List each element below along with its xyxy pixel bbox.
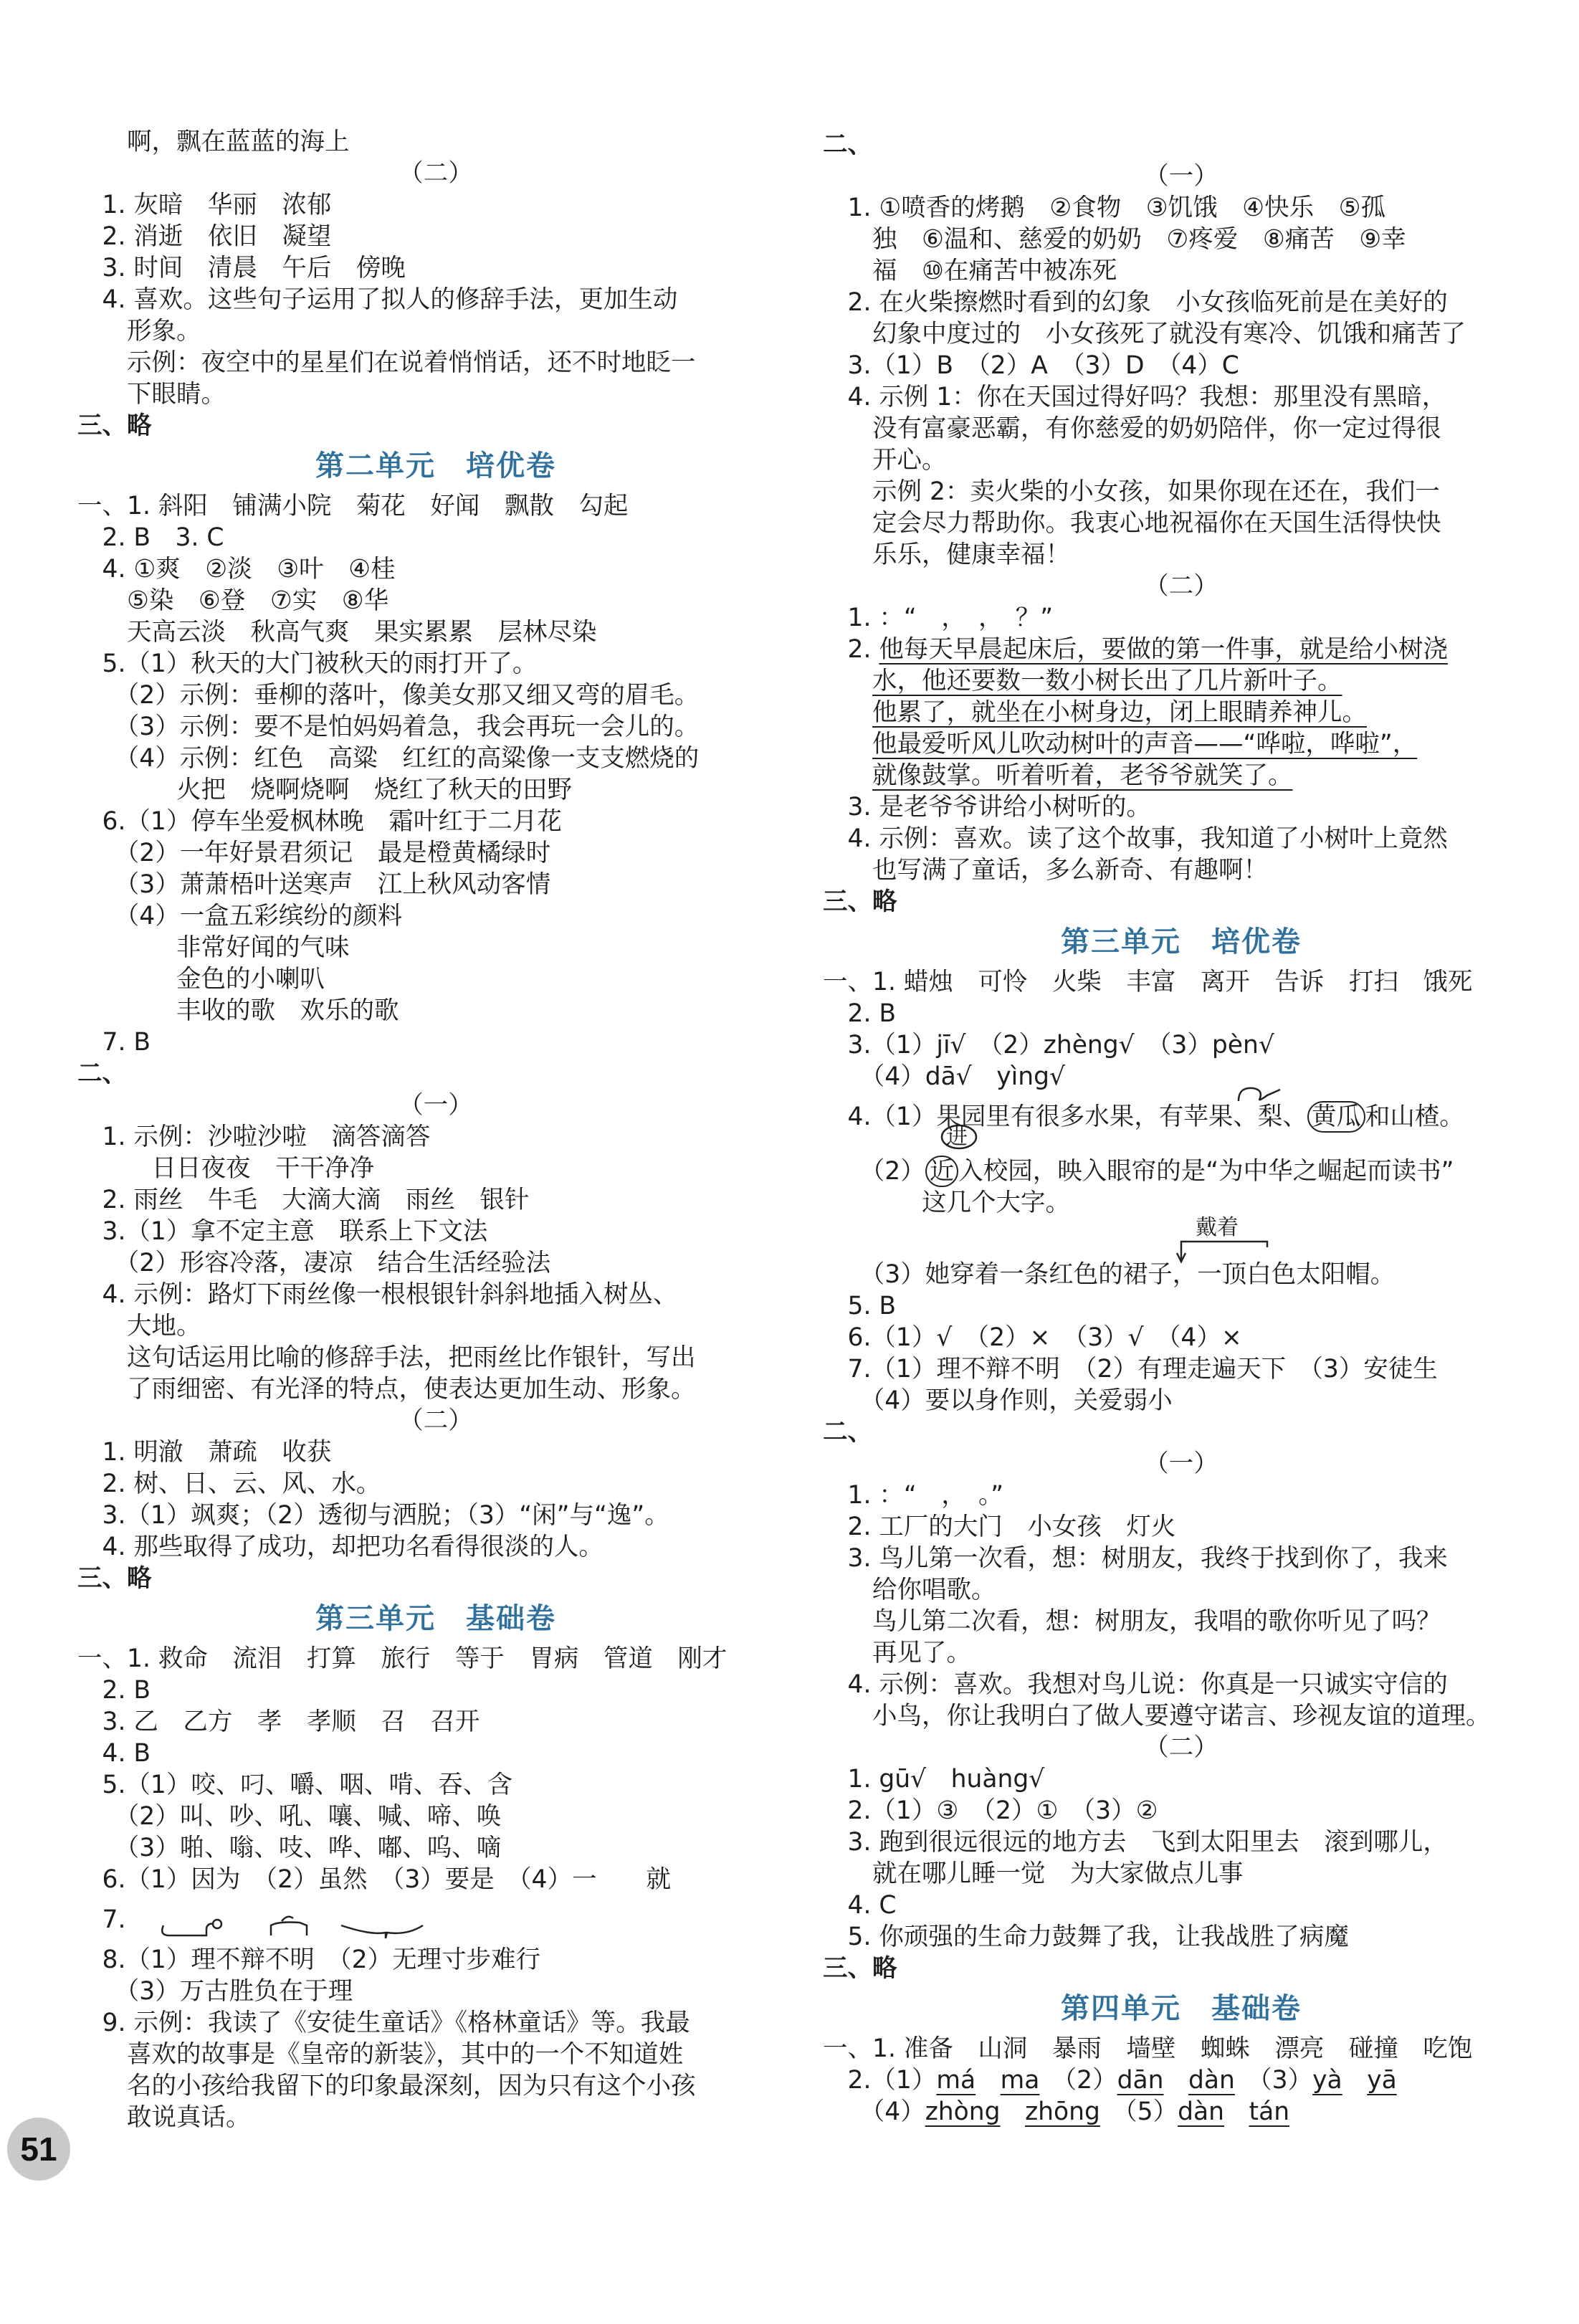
answer-line: 示例 2：卖火柴的小女孩，如果你现在还在，我们一	[823, 477, 1440, 506]
answer-line: 2.（1）③ （2）① （3）②	[823, 1796, 1158, 1825]
section-subtitle: （二）	[399, 1406, 473, 1435]
answer-line: 4. 那些取得了成功，却把功名看得很淡的人。	[77, 1533, 604, 1561]
answer-line: 3. 乙 乙方 孝 孝顺 召 召开	[77, 1708, 480, 1736]
answer-text	[1164, 2066, 1189, 2095]
answer-text: （3）	[1234, 2066, 1313, 2095]
answer-line: 1. ：“ ， ， ？”	[823, 604, 1054, 632]
answer-line: 示例：夜空中的星星们在说着悄悄话，还不时地眨一	[77, 348, 696, 377]
insert-mark: 进	[946, 1125, 968, 1150]
answer-line: 3.（1）飒爽；（2）透彻与洒脱；（3）“闲”与“逸”。	[77, 1501, 669, 1530]
unit-heading: 第四单元 基础卷	[1061, 1993, 1302, 2024]
answer-line: 日日夜夜 干干净净	[77, 1154, 374, 1183]
answer-line	[823, 760, 1293, 791]
answer-line: 2. 消逝 依旧 凝望	[77, 222, 332, 251]
answer-line: （3）万古胜负在于理	[77, 1977, 353, 2006]
answer-line: 二、	[823, 131, 872, 158]
answer-line: 3. 跑到很远很远的地方去 飞到太阳里去 滚到哪儿，	[823, 1828, 1448, 1857]
answer-text	[1224, 2097, 1249, 2126]
proofreading-marks	[156, 1904, 429, 1940]
answer-line: （4）示例：红色 高粱 红红的高粱像一支支燃烧的	[77, 744, 700, 773]
pinyin: má	[936, 2066, 976, 2095]
answer-line: 定会尽力帮助你。我衷心地祝福你在天国生活得快快	[823, 509, 1441, 538]
answer-line	[823, 2096, 1289, 2128]
answer-line: 5.（1）秋天的大门被秋天的雨打开了。	[77, 649, 538, 678]
answer-line: 三、略	[823, 1955, 897, 1982]
answer-text: （5）	[1099, 2097, 1178, 2126]
answer-line: 三、略	[77, 412, 152, 439]
answer-line: 4. 示例 1：你在天国过得好吗？我想：那里没有黑暗，	[823, 383, 1447, 411]
answer-line: 1. 灰暗 华丽 浓郁	[77, 191, 332, 219]
pinyin: zhōng	[1025, 2097, 1100, 2126]
answer-line: 2. 工厂的大门 小女孩 灯火	[823, 1513, 1176, 1541]
underlined-sentence: 水，他还要数一数小树长出了几片新叶子。	[872, 667, 1342, 695]
answer-line: 5. B	[823, 1292, 897, 1320]
unit-heading: 第二单元 培优卷	[315, 450, 556, 482]
swap-mark	[1231, 1080, 1289, 1104]
answer-line: 幻象中度过的 小女孩死了就没有寒冷、饥饿和痛苦了	[823, 320, 1466, 348]
answer-line: 下眼睛。	[77, 380, 226, 409]
indent	[823, 761, 872, 790]
pinyin: yà	[1312, 2066, 1342, 2095]
answer-line: 一、1. 斜阳 铺满小院 菊花 好闻 飘散 勾起	[77, 492, 629, 520]
underlined-sentence: 他每天早晨起床后，要做的第一件事，就是给小树浇	[879, 635, 1448, 664]
answer-line: 再见了。	[823, 1639, 971, 1667]
answer-line: （4）要以身作则，关爱弱小	[823, 1386, 1173, 1415]
answer-line: （3）她穿着一条红色的裙子，一顶白色太阳帽。	[823, 1260, 1396, 1289]
answer-line	[823, 2065, 1397, 2096]
answer-line: 小鸟，你让我明白了做人要遵守诺言、珍视友谊的道理。	[823, 1702, 1491, 1730]
answer-line: 9. 示例：我读了《安徒生童话》《格林童话》等。我最	[77, 2009, 690, 2037]
item-number: 2.	[823, 635, 879, 664]
answer-line: 1. 示例：沙啦沙啦 滴答滴答	[77, 1123, 431, 1151]
answer-line	[823, 634, 1448, 665]
circled-word: 黄瓜	[1307, 1101, 1365, 1133]
answer-line: 金色的小喇叭	[77, 965, 325, 994]
pinyin: dān	[1117, 2066, 1164, 2095]
answer-line: 开心。	[823, 446, 947, 475]
answer-text: （4）	[823, 2097, 925, 2126]
answer-line: 4. 示例：路灯下雨丝像一根根银针斜斜地插入树丛、	[77, 1280, 678, 1309]
underlined-sentence: 他最爱听风儿吹动树叶的声音——“哗啦，哗啦”，	[872, 730, 1418, 758]
answer-line: 2. 在火柴擦燃时看到的幻象 小女孩临死前是在美好的	[823, 288, 1448, 317]
answer-line: ⑤染 ⑥登 ⑦实 ⑧华	[77, 586, 389, 615]
page-number-badge: 51	[7, 2118, 70, 2181]
answer-line: 3.（1）拿不定主意 联系上下文法	[77, 1217, 488, 1246]
answer-line: 4. 示例：喜欢。我想对鸟儿说：你真是一只诚实守信的	[823, 1670, 1448, 1699]
answer-line: 6.（1）因为 （2）虽然 （3）要是 （4）一 就	[77, 1865, 671, 1894]
answer-line: 就在哪儿睡一觉 为大家做点儿事	[823, 1859, 1244, 1888]
answer-line: 火把 烧啊烧啊 烧红了秋天的田野	[77, 776, 572, 804]
answer-line: 4. ①爽 ②淡 ③叶 ④桂	[77, 555, 396, 584]
answer-line: 2. B	[823, 999, 897, 1028]
answer-line: 乐乐，健康幸福！	[823, 540, 1070, 569]
answer-line: 福 ⑩在痛苦中被冻死	[823, 257, 1117, 285]
answer-line	[823, 728, 1417, 760]
answer-line: 3.（1）jī√ （2）zhèng√ （3）pèn√	[823, 1031, 1274, 1059]
answer-line: 三、略	[823, 888, 897, 915]
section-subtitle: （一）	[1144, 1449, 1218, 1478]
answer-line: 给你唱歌。	[823, 1576, 996, 1604]
answer-line: （4）一盒五彩缤纷的颜料	[77, 902, 403, 930]
answer-text: 4.（1）果园里有很多水果，有苹果、梨、	[823, 1103, 1307, 1131]
answer-text: 2.（1）	[823, 2066, 937, 2095]
answer-line: （2）叫、吵、吼、嚷、喊、啼、唤	[77, 1802, 502, 1831]
section-subtitle: （二）	[399, 159, 473, 188]
unit-heading: 第三单元 培优卷	[1061, 926, 1302, 958]
answer-line: 2. B 3. C	[77, 523, 224, 552]
answer-line: 敢说真话。	[77, 2103, 251, 2132]
answer-line: 3. 时间 清晨 午后 傍晚	[77, 254, 406, 282]
pinyin: zhòng	[925, 2097, 1001, 2126]
answer-line: （3）啪、嗡、吱、哗、嘟、呜、嘀	[77, 1834, 502, 1862]
answer-line: 3.（1）B （2）A （3）D （4）C	[823, 351, 1239, 380]
answer-line: 2. 雨丝 牛毛 大滴大滴 雨丝 银针	[77, 1186, 530, 1214]
answer-line: 8.（1）理不辩不明 （2）无理寸步难行	[77, 1946, 541, 1974]
answer-line: 喜欢的故事是《皇帝的新装》，其中的一个不知道姓	[77, 2040, 684, 2069]
circled-word: 近	[925, 1156, 959, 1187]
answer-line: （3）萧萧梧叶送寒声 江上秋风动客情	[77, 870, 551, 899]
answer-line: 三、略	[77, 1565, 152, 1592]
answer-line: 了雨细密、有光泽的特点，使表达更加生动、形象。	[77, 1375, 696, 1404]
answer-line: 2. B	[77, 1676, 151, 1705]
unit-heading: 第三单元 基础卷	[315, 1603, 556, 1634]
answer-line: 1. ：“ ， 。”	[823, 1481, 1004, 1510]
answer-line: 4. C	[823, 1891, 897, 1920]
answer-line: 5.（1）咬、叼、嚼、咽、啃、吞、含	[77, 1771, 512, 1799]
answer-line: （3）示例：要不是怕妈妈着急，我会再玩一会儿的。	[77, 713, 700, 741]
answer-line: 名的小孩给我留下的印象最深刻，因为只有这个小孩	[77, 2072, 696, 2100]
section-subtitle: （二）	[1144, 572, 1218, 601]
answer-line: 二、	[823, 1419, 872, 1446]
answer-line: 啊，飘在蓝蓝的海上	[77, 128, 350, 156]
answer-line: 1. 明澈 萧疏 收获	[77, 1438, 332, 1467]
answer-line: 5. 你顽强的生命力鼓舞了我，让我战胜了病魔	[823, 1923, 1349, 1951]
answer-line: 6.（1）√ （2）× （3）√ （4）×	[823, 1323, 1242, 1352]
answer-line: 4. 示例：喜欢。读了这个故事，我知道了小树叶上竟然	[823, 824, 1448, 853]
answer-line	[823, 1156, 1454, 1187]
answer-line: 一、1. 救命 流泪 打算 旅行 等于 胃病 管道 刚才	[77, 1644, 728, 1673]
answer-text	[1001, 2097, 1026, 2126]
answer-line: 7.	[77, 1905, 126, 1934]
answer-line: 3. 是老爷爷讲给小树听的。	[823, 793, 1151, 822]
pinyin: tán	[1249, 2097, 1290, 2126]
answer-line: 7. B	[77, 1028, 151, 1057]
answer-line: 非常好闻的气味	[77, 933, 350, 962]
answer-text	[1342, 2066, 1368, 2095]
section-subtitle: （二）	[1144, 1733, 1218, 1762]
section-subtitle: （一）	[399, 1091, 473, 1120]
answer-line: 一、1. 蜡烛 可怜 火柴 丰富 离开 告诉 打扫 饿死	[823, 968, 1473, 996]
answer-text: （2）	[823, 1157, 925, 1186]
answer-line: 独 ⑥温和、慈爱的奶奶 ⑦疼爱 ⑧痛苦 ⑨幸	[823, 225, 1406, 254]
answer-line: 7.（1）理不辩不明 （2）有理走遍天下 （3）安徒生	[823, 1355, 1438, 1384]
pinyin: dàn	[1188, 2066, 1235, 2095]
answer-line: 丰收的歌 欢乐的歌	[77, 996, 399, 1025]
section-subtitle: （一）	[1144, 162, 1218, 191]
answer-line: 4. B	[77, 1739, 151, 1768]
answer-line: 1. ①喷香的烤鹅 ②食物 ③饥饿 ④快乐 ⑤孤	[823, 194, 1386, 222]
pinyin: yā	[1367, 2066, 1397, 2095]
answer-line	[823, 1101, 1464, 1133]
answer-line: 一、1. 准备 山洞 暴雨 墙壁 蜘蛛 漂亮 碰撞 吃饱	[823, 2034, 1473, 2063]
answer-line: 这几个大字。	[823, 1189, 1070, 1217]
answer-line: 1. gū√ huàng√	[823, 1765, 1045, 1794]
insert-mark: 戴着	[1196, 1215, 1239, 1240]
indent	[823, 667, 872, 695]
answer-line: 4. 喜欢。这些句子运用了拟人的修辞手法，更加生动	[77, 285, 678, 314]
answer-line: 形象。	[77, 317, 201, 346]
pinyin: dàn	[1178, 2097, 1225, 2126]
pinyin: ma	[1000, 2066, 1040, 2095]
answer-line: 没有富豪恶霸，有你慈爱的奶奶陪伴，你一定过得很	[823, 414, 1441, 443]
insert-circle	[938, 1124, 981, 1153]
answer-line: 天高云淡 秋高气爽 果实累累 层林尽染	[77, 618, 597, 647]
answer-line	[823, 697, 1367, 728]
answer-line: （2）示例：垂柳的落叶，像美女那又细又弯的眉毛。	[77, 681, 700, 710]
answer-text: 和山楂。	[1365, 1103, 1464, 1131]
answer-text: 入校园，映入眼帘的是“为中华之崛起而读书”	[958, 1157, 1454, 1186]
underlined-sentence: 就像鼓掌。听着听着，老爷爷就笑了。	[872, 761, 1293, 790]
answer-line: 二、	[77, 1060, 127, 1087]
answer-text	[975, 2066, 1001, 2095]
answer-text: （2）	[1039, 2066, 1117, 2095]
underlined-sentence: 他累了，就坐在小树身边，闭上眼睛养神儿。	[872, 698, 1367, 727]
answer-line: 2. 树、日、云、风、水。	[77, 1470, 381, 1498]
answer-line: 鸟儿第二次看，想：树朋友，我唱的歌你听见了吗？	[823, 1607, 1441, 1636]
answer-line: 这句话运用比喻的修辞手法，把雨丝比作银针，写出	[77, 1343, 696, 1372]
answer-line: （2）一年好景君须记 最是橙黄橘绿时	[77, 839, 551, 867]
answer-line: 6.（1）停车坐爱枫林晚 霜叶红于二月花	[77, 807, 562, 836]
answer-line: 3. 鸟儿第一次看，想：树朋友，我终于找到你了，我来	[823, 1544, 1448, 1573]
answer-line: （2）形容冷落，凄凉 结合生活经验法	[77, 1249, 551, 1277]
indent	[823, 730, 872, 758]
answer-line: 大地。	[77, 1312, 201, 1340]
answer-line: 也写满了童话，多么新奇、有趣啊！	[823, 856, 1268, 885]
indent	[823, 698, 872, 727]
answer-line: （4）dā√ yìng√	[823, 1062, 1065, 1091]
answer-line	[823, 665, 1342, 697]
